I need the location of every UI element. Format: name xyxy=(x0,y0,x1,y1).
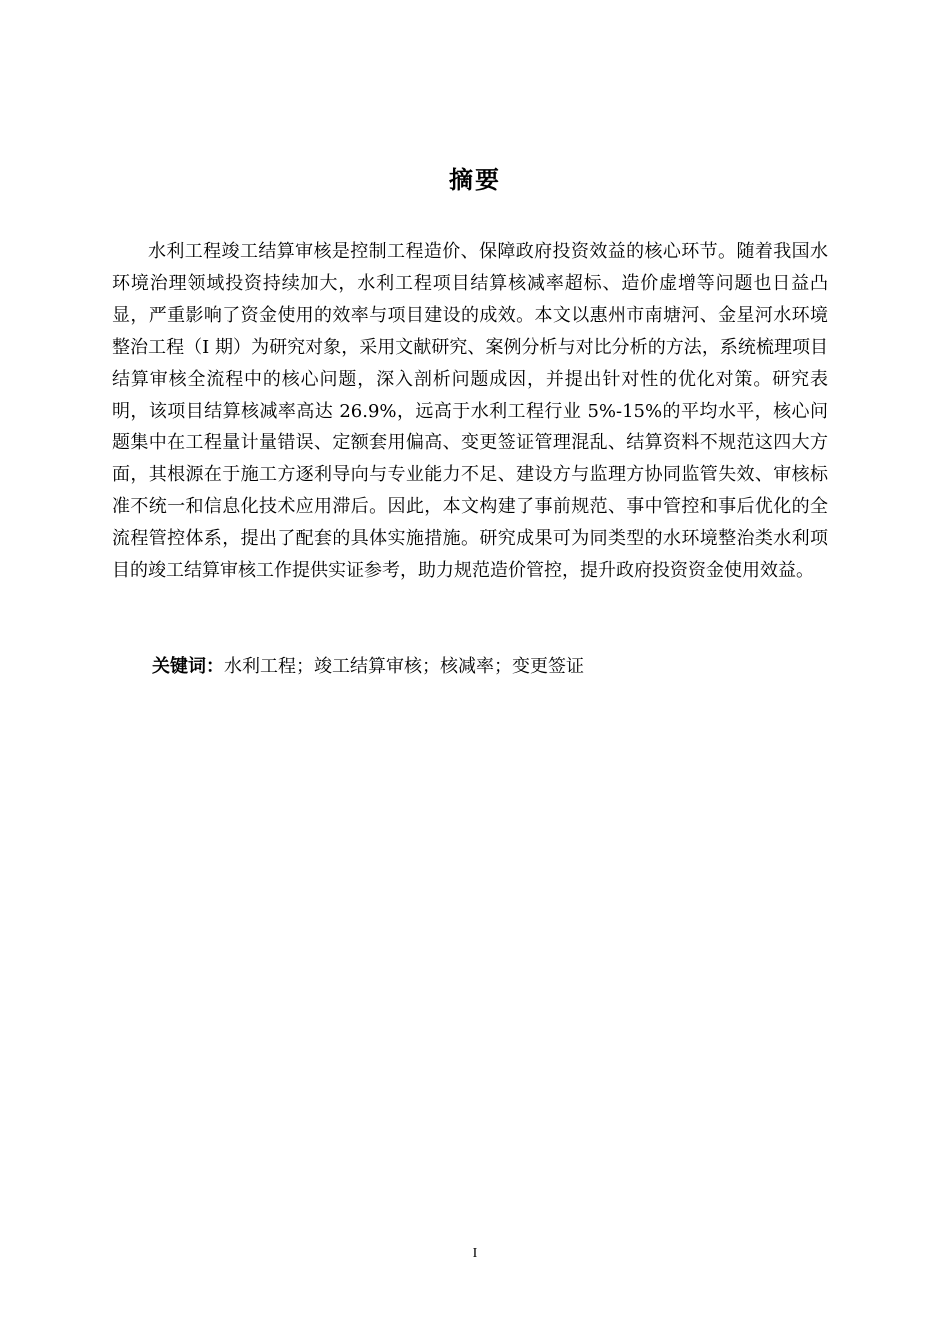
keywords-line xyxy=(152,652,832,682)
abstract-title: 摘要 xyxy=(449,166,501,194)
keywords-text: 水利工程；竣工结算审核；核减率；变更签证 xyxy=(224,656,584,677)
abstract-paragraph: 水利工程竣工结算审核是控制工程造价、保障政府投资效益的核心环节。随着我国水环境治理领域投资持续加大，水利工程项目结算核减率超标、造价虚增等问题也日益凸显，严重影响了资金使用的效率与项目建设的成效。本文以惠州市南塘河、金星河水环境整治工程（I 期）为研究对象，采用文献研究、案例分析与对比分析的方法，系统梳理项目结算审核全流程中的核心问题，深入剖析问题成因，并提出针对性的优化对策。研究表明，该项目结算核减率高达 26.9%，远高于水利工程行业 5%-15%的平均水平，核心问题集中在工程量计量错误、定额套用偏高、变更签证管理混乱、结算资料不规范这四大方面，其根源在于施工方逐利导向与专业能力不足、建设方与监理方协同监管失效、审核标准不统一和信息化技术应用滞后。因此，本文构建了事前规范、事中管控和事后优化的全流程管控体系，提出了配套的具体实施措施。研究成果可为同类型的水环境整治类水利项目的竣工结算审核工作提供实证参考，助力规范造价管控，提升政府投资资金使用效益。 xyxy=(112,241,828,582)
page-number: I xyxy=(472,1246,478,1261)
keywords-label: 关键词： xyxy=(152,656,224,677)
